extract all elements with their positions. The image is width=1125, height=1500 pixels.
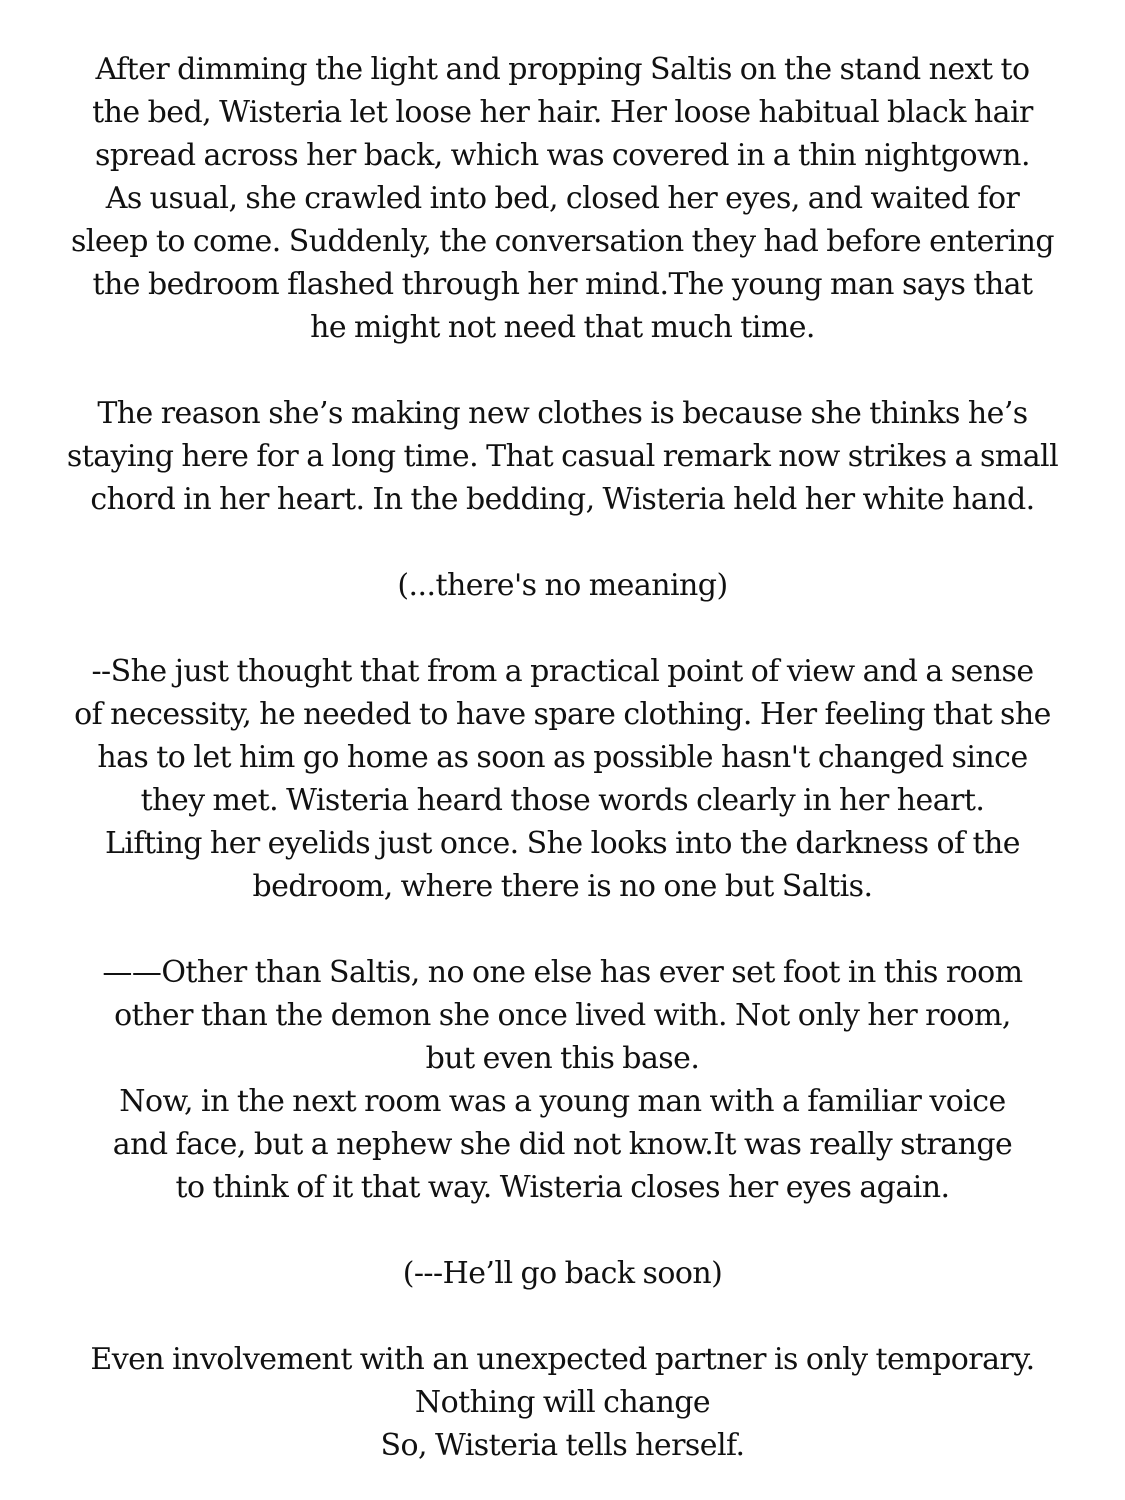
text-line: Lifting her eyelids just once. She looks into the darkness of the	[104, 826, 1020, 861]
text-line: they met. Wisteria heard those words clearly in her heart.	[140, 783, 985, 818]
text-line: sleep to come. Suddenly, the conversation they had before entering	[70, 224, 1055, 259]
text-line: the bedroom flashed through her mind.The young man says that	[92, 267, 1033, 302]
text-line: he might not need that much time.	[310, 310, 815, 345]
text-line: other than the demon she once lived with. Not only her room,	[114, 998, 1011, 1033]
text-line: Even involvement with an unexpected partner is only temporary.	[90, 1342, 1035, 1377]
text-line: to think of it that way. Wisteria closes her eyes again.	[175, 1170, 950, 1205]
text-line: staying here for a long time. That casual remark now strikes a small	[66, 439, 1059, 474]
text-line: has to let him go home as soon as possible hasn't changed since	[97, 740, 1028, 775]
text-line: the bed, Wisteria let loose her hair. Her loose habitual black hair	[92, 95, 1033, 130]
paragraph-gap	[20, 1209, 1105, 1252]
paragraph-gap	[20, 1295, 1105, 1338]
text-line: spread across her back, which was covered in a thin nightgown.	[95, 138, 1030, 173]
text-line: After dimming the light and propping Saltis on the stand next to	[95, 52, 1030, 87]
text-line: Now, in the next room was a young man with a familiar voice	[119, 1084, 1006, 1119]
text-line: but even this base.	[425, 1041, 700, 1076]
paragraph-gap	[20, 521, 1105, 564]
text-line: chord in her heart. In the bedding, Wisteria held her white hand.	[90, 482, 1035, 517]
text-line: and face, but a nephew she did not know.It was really strange	[112, 1127, 1013, 1162]
paragraph-gap	[20, 607, 1105, 650]
paragraph-gap	[20, 349, 1105, 392]
story-text	[20, 48, 1105, 1467]
text-line: ——Other than Saltis, no one else has ever set foot in this room	[102, 955, 1023, 990]
text-line: As usual, she crawled into bed, closed her eyes, and waited for	[105, 181, 1020, 216]
text-line: --She just thought that from a practical point of view and a sense	[91, 654, 1034, 689]
text-line: (...there's no meaning)	[397, 568, 728, 603]
text-line: of necessity, he needed to have spare clothing. Her feeling that she	[74, 697, 1051, 732]
text-line: So, Wisteria tells herself.	[380, 1428, 745, 1463]
text-line: Nothing will change	[414, 1385, 711, 1420]
text-line: bedroom, where there is no one but Saltis.	[252, 869, 873, 904]
paragraph-gap	[20, 908, 1105, 951]
text-line: The reason she’s making new clothes is because she thinks he’s	[97, 396, 1028, 431]
text-line: (---He’ll go back soon)	[402, 1256, 723, 1291]
